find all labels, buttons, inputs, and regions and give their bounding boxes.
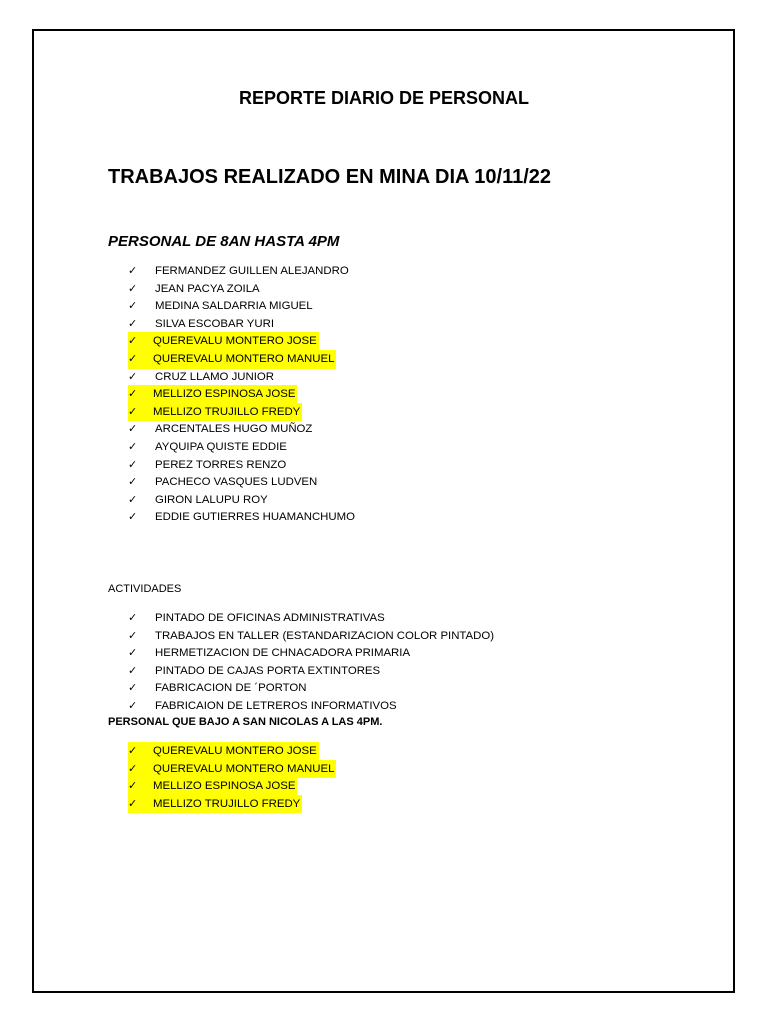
checkmark-icon: ✓ — [128, 334, 138, 348]
entry-text: PACHECO VASQUES LUDVEN — [155, 476, 318, 489]
checkmark-icon: ✓ — [128, 316, 138, 330]
entry — [128, 280, 262, 299]
activities-label: ACTIVIDADES — [108, 583, 182, 595]
entry-text: GIRON LALUPU ROY — [155, 493, 268, 506]
highlighted-entry — [128, 777, 297, 796]
checkmark-icon: ✓ — [128, 646, 138, 660]
entry — [128, 456, 288, 475]
checkmark-icon: ✓ — [128, 663, 138, 677]
checkmark-icon: ✓ — [128, 681, 138, 695]
highlighted-entry — [128, 742, 319, 761]
entry-text: HERMETIZACION DE CHNACADORA PRIMARIA — [155, 647, 411, 660]
checkmark-icon: ✓ — [128, 387, 138, 401]
entry — [128, 368, 276, 387]
list-item — [128, 315, 357, 333]
entry — [128, 420, 314, 439]
list-item — [128, 385, 357, 403]
entry-text: QUEREVALU MONTERO MANUEL — [153, 762, 335, 775]
entry — [128, 697, 399, 716]
checkmark-icon: ✓ — [128, 439, 138, 453]
entry-text: AYQUIPA QUISTE EDDIE — [155, 440, 287, 453]
entry — [128, 508, 357, 527]
entry-text: EDDIE GUTIERRES HUAMANCHUMO — [155, 511, 355, 524]
entry-text: PEREZ TORRES RENZO — [155, 458, 287, 471]
checkmark-icon: ✓ — [128, 510, 138, 524]
checkmark-icon: ✓ — [128, 264, 138, 277]
entry-text: MELLIZO ESPINOSA JOSE — [153, 388, 296, 401]
list-item — [128, 280, 357, 298]
entry-text: PINTADO DE OFICINAS ADMINISTRATIVAS — [155, 612, 385, 624]
list-item — [128, 332, 357, 350]
entry-text: MEDINA SALDARRIA MIGUEL — [155, 300, 313, 313]
checkmark-icon: ✓ — [128, 299, 138, 313]
highlighted-entry — [128, 403, 302, 422]
entry-text: FABRICACION DE ´PORTON — [155, 682, 307, 695]
entry — [128, 627, 496, 646]
entry — [128, 297, 315, 316]
report-subtitle: TRABAJOS REALIZADO EN MINA DIA 10/11/22 — [108, 166, 552, 188]
entry — [128, 679, 308, 698]
entry — [128, 438, 289, 457]
entry-text: JEAN PACYA ZOILA — [155, 282, 260, 295]
entry-text: TRABAJOS EN TALLER (ESTANDARIZACION COLOR PINTADO) — [155, 629, 495, 642]
list-item — [128, 491, 357, 509]
personnel-list — [128, 262, 357, 526]
entry-text: MELLIZO ESPINOSA JOSE — [153, 780, 296, 793]
list-item — [128, 403, 357, 421]
checkmark-icon: ✓ — [128, 628, 138, 642]
checkmark-icon: ✓ — [128, 369, 138, 383]
entry-text: PINTADO DE CAJAS PORTA EXTINTORES — [155, 664, 381, 677]
list-item — [128, 742, 336, 760]
checkmark-icon: ✓ — [128, 611, 138, 624]
list-item — [128, 438, 357, 456]
entry — [128, 315, 276, 334]
shift-heading: PERSONAL DE 8AN HASTA 4PM — [108, 233, 340, 250]
entry-text: QUEREVALU MONTERO JOSE — [153, 335, 317, 348]
checkmark-icon: ✓ — [128, 351, 138, 365]
entry-text: FERMANDEZ GUILLEN ALEJANDRO — [155, 265, 349, 277]
highlighted-entry — [128, 350, 336, 369]
list-item — [128, 350, 357, 368]
list-item — [128, 760, 336, 778]
checkmark-icon: ✓ — [128, 492, 138, 506]
list-item — [128, 456, 357, 474]
entry-text: CRUZ LLAMO JUNIOR — [155, 370, 274, 383]
list-item — [128, 777, 336, 795]
entry-text: FABRICAION DE LETREROS INFORMATIVOS — [155, 699, 397, 712]
list-item — [128, 627, 496, 645]
descent-heading: PERSONAL QUE BAJO A SAN NICOLAS A LAS 4PM. — [108, 716, 383, 728]
list-item — [128, 368, 357, 386]
highlighted-entry — [128, 385, 297, 404]
list-item — [128, 473, 357, 491]
checkmark-icon: ✓ — [128, 422, 138, 436]
list-item — [128, 262, 357, 280]
list-item — [128, 508, 357, 526]
entry-text: MELLIZO TRUJILLO FREDY — [153, 797, 301, 810]
list-item — [128, 697, 496, 715]
checkmark-icon: ✓ — [128, 475, 138, 489]
entry-text: SILVA ESCOBAR YURI — [155, 317, 275, 330]
checkmark-icon: ✓ — [128, 457, 138, 471]
list-item — [128, 795, 336, 813]
activities-list — [128, 609, 496, 715]
checkmark-icon: ✓ — [128, 698, 138, 712]
entry — [128, 262, 351, 281]
entry-text: ARCENTALES HUGO MUÑOZ — [155, 423, 313, 436]
checkmark-icon: ✓ — [128, 761, 138, 775]
entry — [128, 491, 270, 510]
list-item — [128, 609, 496, 627]
list-item — [128, 662, 496, 680]
checkmark-icon: ✓ — [128, 281, 138, 295]
entry-text: MELLIZO TRUJILLO FREDY — [153, 405, 301, 418]
list-item — [128, 297, 357, 315]
entry — [128, 644, 412, 663]
checkmark-icon: ✓ — [128, 744, 138, 757]
list-item — [128, 420, 357, 438]
highlighted-entry — [128, 760, 336, 779]
checkmark-icon: ✓ — [128, 796, 138, 810]
entry — [128, 662, 382, 681]
checkmark-icon: ✓ — [128, 779, 138, 793]
entry — [128, 609, 387, 628]
list-item — [128, 644, 496, 662]
entry-text: QUEREVALU MONTERO JOSE — [153, 745, 317, 757]
descent-personnel-list — [128, 742, 336, 812]
list-item — [128, 679, 496, 697]
entry-text: QUEREVALU MONTERO MANUEL — [153, 352, 335, 365]
checkmark-icon: ✓ — [128, 404, 138, 418]
entry — [128, 473, 319, 492]
highlighted-entry — [128, 795, 302, 814]
highlighted-entry — [128, 332, 319, 351]
report-title: REPORTE DIARIO DE PERSONAL — [238, 88, 530, 108]
